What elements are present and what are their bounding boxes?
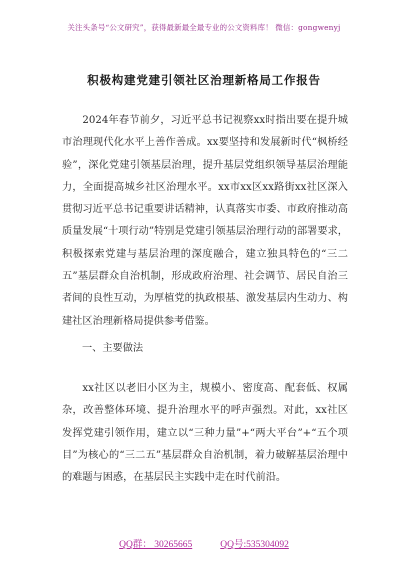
footer-qq-group[interactable]: QQ群： 30265665 (119, 540, 193, 550)
paragraph-intro: 2024年春节前夕，习近平总书记视察xx时指出要在提升城市治理现代化水平上善作善成。xx要坚持和发展新时代“枫桥经验”，深化党建引领基层治理，提升基层党组织领导基层治理能力，全面提高城乡社区治理水平。xx市xx区xx路街xx社区深入贯彻习近平总书记重要讲话精神，认真落实市委、市政府推动高质量发展“十项行动”特别是党建引领基层治理行动的部署要求，积极探索党建与基层治理的深度融合，建立独具特色的“三二五”基层群众自治机制，形成政府治理、社会调节、居民自治三者间的良性互动，为厚植党的执政根基、激发基层内生动力、构建社区治理新格局提供参考借鉴。 (62, 115, 348, 327)
footer-qq-number[interactable]: QQ号:535304092 (220, 540, 289, 550)
footer-contacts (0, 536, 408, 550)
paragraph-main-practices: xx社区以老旧小区为主，规模小、密度高、配套低、权属杂，改善整体环境、提升治理水平的呼声强烈。对此，xx社区发挥党建引领作用，建立以“三种力量”+“两大平台”+“五个项目”为核心的“三二五”基层群众自治机制，着力破解基层治理中的难题与困惑，在基层民主实践中走在时代前沿。 (62, 383, 348, 484)
document-title: 积极构建党建引领社区治理新格局工作报告 (87, 73, 321, 87)
section-heading-main-practices: 一、主要做法 (82, 343, 144, 354)
header-banner: 关注头条号“公文研究”，获得最新最全最专业的公文资料库！ 微信：gongwenyj (67, 23, 341, 32)
